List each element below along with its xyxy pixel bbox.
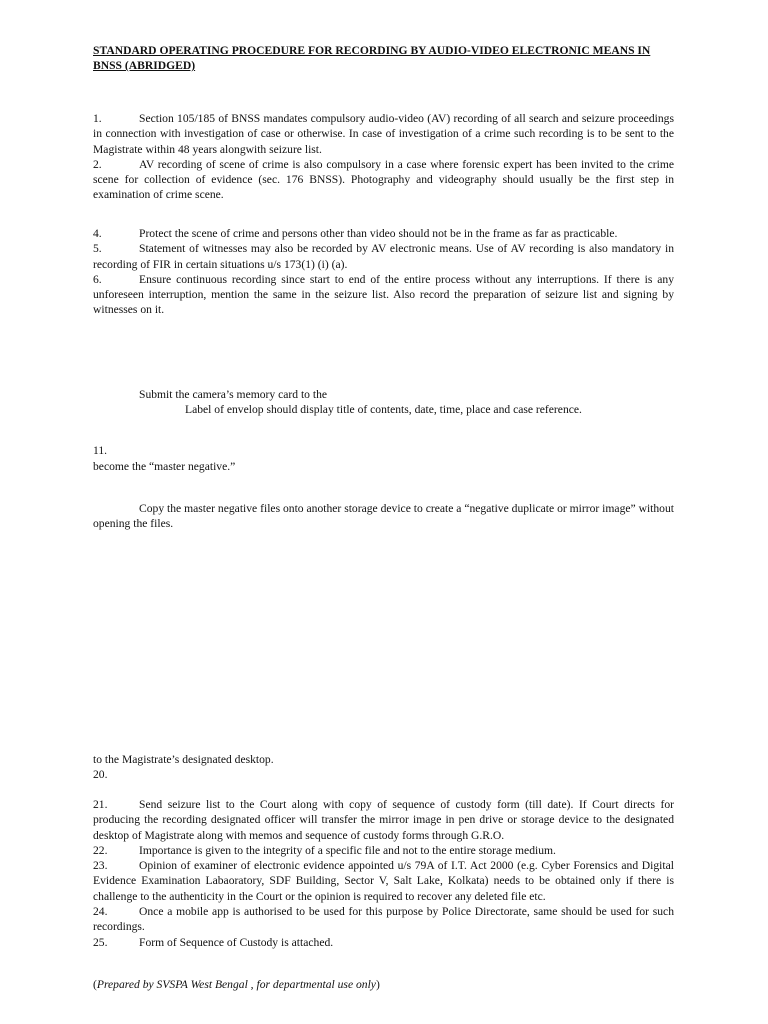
magistrate-desktop-line: to the Magistrate’s designated desktop. bbox=[93, 753, 274, 766]
footer-note bbox=[93, 977, 380, 992]
paragraph-group-2 bbox=[93, 226, 674, 318]
paragraph-number: 4. bbox=[93, 227, 102, 240]
numbered-paragraph bbox=[93, 226, 674, 241]
page-title: STANDARD OPERATING PROCEDURE FOR RECORDING BY AUDIO-VIDEO ELECTRONIC MEANS IN BNSS (ABRIDGED) bbox=[93, 44, 651, 72]
footer-close-paren: ) bbox=[375, 978, 380, 991]
paragraph-number: 6. bbox=[93, 272, 102, 286]
paragraph-text: Once a mobile app is authorised to be used for this purpose by Police Directorate, same should be used for such recordings. bbox=[93, 905, 674, 934]
paragraph-number: 23. bbox=[93, 859, 108, 873]
paragraph-group-3 bbox=[93, 797, 674, 950]
copy-master-negative-paragraph: Copy the master negative files onto another storage device to create a “negative duplicate or mirror image” without opening the files. bbox=[93, 502, 674, 531]
numbered-paragraph bbox=[93, 858, 674, 904]
item-20-number: 20. bbox=[93, 768, 108, 781]
numbered-paragraph bbox=[93, 157, 674, 203]
paragraph-number: 22. bbox=[93, 843, 108, 857]
envelope-label-line: Label of envelop should display title of contents, date, time, place and case reference. bbox=[185, 403, 582, 416]
paragraph-text: Send seizure list to the Court along with copy of sequence of custody form (till date). If Court directs for producing the recording designated officer will transfer the mirror image in pen drive or storage device to the designated desktop of Magistrate along with memos and sequence of custody forms through G.R.O. bbox=[93, 798, 674, 842]
numbered-paragraph bbox=[93, 843, 674, 858]
paragraph-text: Section 105/185 of BNSS mandates compulsory audio-video (AV) recording of all search and seizure proceedings in connection with investigation of case or otherwise. In case of investigation of a crime such recording is to be sent to the Magistrate within 48 years alongwith seizure list. bbox=[93, 112, 674, 156]
paragraph-text: Opinion of examiner of electronic evidence appointed u/s 79A of I.T. Act 2000 (e.g. Cyber Forensics and Digital Evidence Examination Labaoratory, SDF Building, Sector V, Salt Lake, Kolkata) needs to be obtained only if there is challenge to the authenticity in the Court or the opinion is required to recover any deleted file etc. bbox=[93, 859, 674, 903]
memory-card-line: Submit the camera’s memory card to the bbox=[139, 388, 328, 401]
numbered-paragraph bbox=[93, 111, 674, 157]
paragraph-text: Ensure continuous recording since start to end of the entire process without any interruptions. If there is any unforeseen interruption, mention the same in the seizure list. Also record the preparation of seizure list and signing by witnesses on it. bbox=[93, 272, 674, 317]
numbered-paragraph bbox=[93, 935, 674, 950]
numbered-paragraph bbox=[93, 241, 674, 272]
numbered-paragraph bbox=[93, 797, 674, 843]
item-11-number: 11. bbox=[93, 444, 108, 457]
paragraph-text: Statement of witnesses may also be recorded by AV electronic means. Use of AV recording is also mandatory in recording of FIR in certain situations u/s 173(1) (i) (a). bbox=[93, 242, 674, 271]
numbered-paragraph bbox=[93, 272, 674, 318]
paragraph-number: 2. bbox=[93, 157, 102, 171]
paragraph-text: Protect the scene of crime and persons other than video should not be in the frame as far as practicable. bbox=[139, 227, 618, 240]
paragraph-group-1 bbox=[93, 111, 674, 203]
footer-open-paren: ( bbox=[93, 978, 97, 991]
paragraph-number: 25. bbox=[93, 935, 108, 949]
paragraph-text: AV recording of scene of crime is also compulsory in a case where forensic expert has been invited to the crime scene for collection of evidence (sec. 176 BNSS). Photography and videography should usually be the first step in examination of crime scene. bbox=[93, 157, 674, 202]
paragraph-text: Importance is given to the integrity of a specific file and not to the entire storage medium. bbox=[139, 843, 556, 857]
paragraph-text: Form of Sequence of Custody is attached. bbox=[139, 935, 334, 949]
footer-text: Prepared by SVSPA West Bengal , for departmental use only bbox=[96, 978, 376, 991]
paragraph-number: 21. bbox=[93, 798, 108, 811]
paragraph-number: 24. bbox=[93, 905, 108, 919]
paragraph-number: 1. bbox=[93, 112, 102, 125]
numbered-paragraph bbox=[93, 904, 674, 935]
paragraph-number: 5. bbox=[93, 242, 102, 256]
master-negative-line: become the “master negative.” bbox=[93, 460, 236, 473]
